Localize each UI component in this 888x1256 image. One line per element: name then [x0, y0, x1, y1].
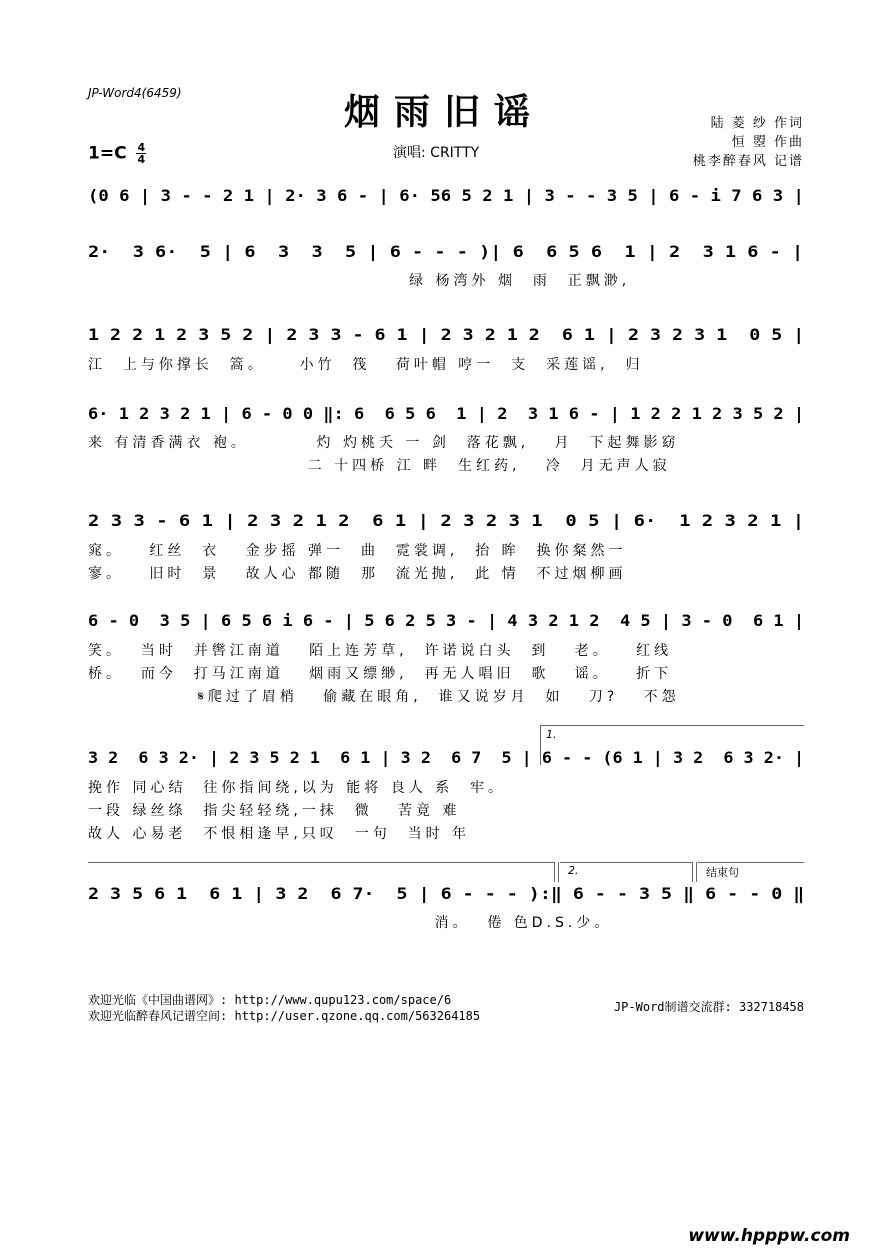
notation-line: 2 3 5 6 1 6 1 | 3 2 6 7· 5 | 6 - - - ):‖ 6 - - 3 5 ‖ 6 - - 0 ‖	[88, 884, 805, 903]
score-row-6	[88, 611, 806, 637]
song-title: 烟雨旧谣	[343, 91, 544, 133]
score-row-8	[88, 884, 806, 910]
score-row-5	[88, 511, 806, 537]
notation-line: 2 3 3 - 6 1 | 2 3 2 1 2 6 1 | 2 3 2 3 1 0 5 | 6· 1 2 3 2 1 |	[88, 511, 805, 530]
lyric-line: 桥。 而今 打马江南道 烟雨又缥缈, 再无人唱旧 歌 谣。 折下	[88, 666, 673, 682]
score-row-7	[88, 748, 806, 774]
lyric-line: 来 有清香满衣 袍。 灼 灼桃夭 一 剑 落花飘, 月 下起舞影窈	[88, 435, 680, 451]
lyric-line: 一段 绿丝绦 指尖轻轻绕,一抹 微 苦竟 难	[88, 803, 461, 819]
key-signature	[88, 142, 146, 165]
volta-1-line	[540, 725, 804, 726]
volta-2-line	[560, 862, 692, 863]
footer-link-1: 欢迎光临《中国曲谱网》: http://www.qupu123.com/space/6	[88, 993, 452, 1007]
ending-divider	[692, 862, 693, 882]
notation-line: 6 - 0 3 5 | 6 5 6 i 6 - | 5 6 2 5 3 - | 4 3 2 1 2 4 5 | 3 - 0 6 1 |	[88, 611, 805, 630]
volta-divider	[554, 862, 555, 882]
volta-2-label: 2.	[568, 864, 579, 877]
volta-1-label: 1.	[546, 728, 557, 741]
volta-divider-2	[558, 862, 559, 882]
key-label: 1=C	[88, 143, 127, 164]
time-numerator: 4	[137, 141, 146, 154]
volta-line-left	[88, 862, 554, 863]
time-signature	[136, 142, 146, 165]
lyricist: 陆 菱 纱 作词	[710, 116, 804, 131]
ending-line	[698, 862, 804, 863]
watermark: www.hpppw.com	[688, 1226, 850, 1246]
lyric-line: 二 十四桥 江 畔 生红药, 冷 月无声人寂	[88, 458, 671, 474]
score-row-3	[88, 325, 806, 351]
footer-group: JP-Word制谱交流群: 332718458	[613, 1000, 804, 1014]
footer-link-2: 欢迎光临醉春风记谱空间: http://user.qzone.qq.com/563264185	[88, 1009, 481, 1023]
composer: 恒 曌 作曲	[731, 135, 804, 150]
software-tag: JP-Word4(6459)	[88, 86, 182, 100]
lyric-line: 窕。 红丝 衣 金步摇 弹一 曲 霓裳调, 抬 眸 换你粲然一	[88, 543, 627, 559]
score-row-2	[88, 242, 806, 268]
lyric-line: 寥。 旧时 景 故人心 都随 那 流光抛, 此 情 不过烟柳画	[88, 566, 627, 582]
lyric-line: 𝄋爬过了眉梢 偷藏在眼角, 谁又说岁月 如 刀? 不怨	[88, 689, 680, 705]
notation-line: 6· 1 2 3 2 1 | 6 - 0 0 ‖: 6 6 5 6 1 | 2 3 1 6 - | 1 2 2 1 2 3 5 2 |	[88, 404, 805, 423]
lyric-line: 挽作 同心结 往你指间绕,以为 能将 良人 系 牢。	[88, 780, 507, 796]
notation-line: 3 2 6 3 2· | 2 3 5 2 1 6 1 | 3 2 6 7 5 | 6 - - (6 1 | 3 2 6 3 2· |	[88, 748, 805, 767]
notation-line: 1 2 2 1 2 3 5 2 | 2 3 3 - 6 1 | 2 3 2 1 2 6 1 | 2 3 2 3 1 0 5 |	[88, 325, 805, 344]
time-denominator: 4	[137, 153, 146, 166]
notation-line: 2· 3 6· 5 | 6 3 3 5 | 6 - - - )| 6 6 5 6 1 | 2 3 1 6 - |	[88, 242, 804, 261]
lyric-line: 消。 倦 色D.S.少。	[88, 915, 613, 931]
ending-label: 结束句	[706, 866, 739, 879]
lyric-line: 故人 心易老 不恨相逢早,只叹 一句 当时 年	[88, 826, 471, 842]
notation-line: (0 6 | 3 - - 2 1 | 2· 3 6 - | 6· 56 5 2 1 | 3 - - 3 5 | 6 - i 7 6 3 |	[88, 186, 804, 205]
lyric-line: 江 上与你撑长 篙。 小竹 筏 荷叶帽 哼一 支 采莲谣, 归	[88, 357, 644, 373]
score-row-4	[88, 404, 806, 430]
ending-divider-2	[696, 862, 697, 882]
singer: 演唱: CRITTY	[393, 145, 480, 161]
score-row-1	[88, 186, 806, 212]
lyric-line: 笑。 当时 并辔江南道 陌上连芳草, 许诺说白头 到 老。 红线	[88, 643, 673, 659]
lyric-line: 绿 杨湾外 烟 雨 正飘渺,	[88, 273, 631, 289]
transcriber: 桃李醉春风 记谱	[692, 154, 804, 169]
